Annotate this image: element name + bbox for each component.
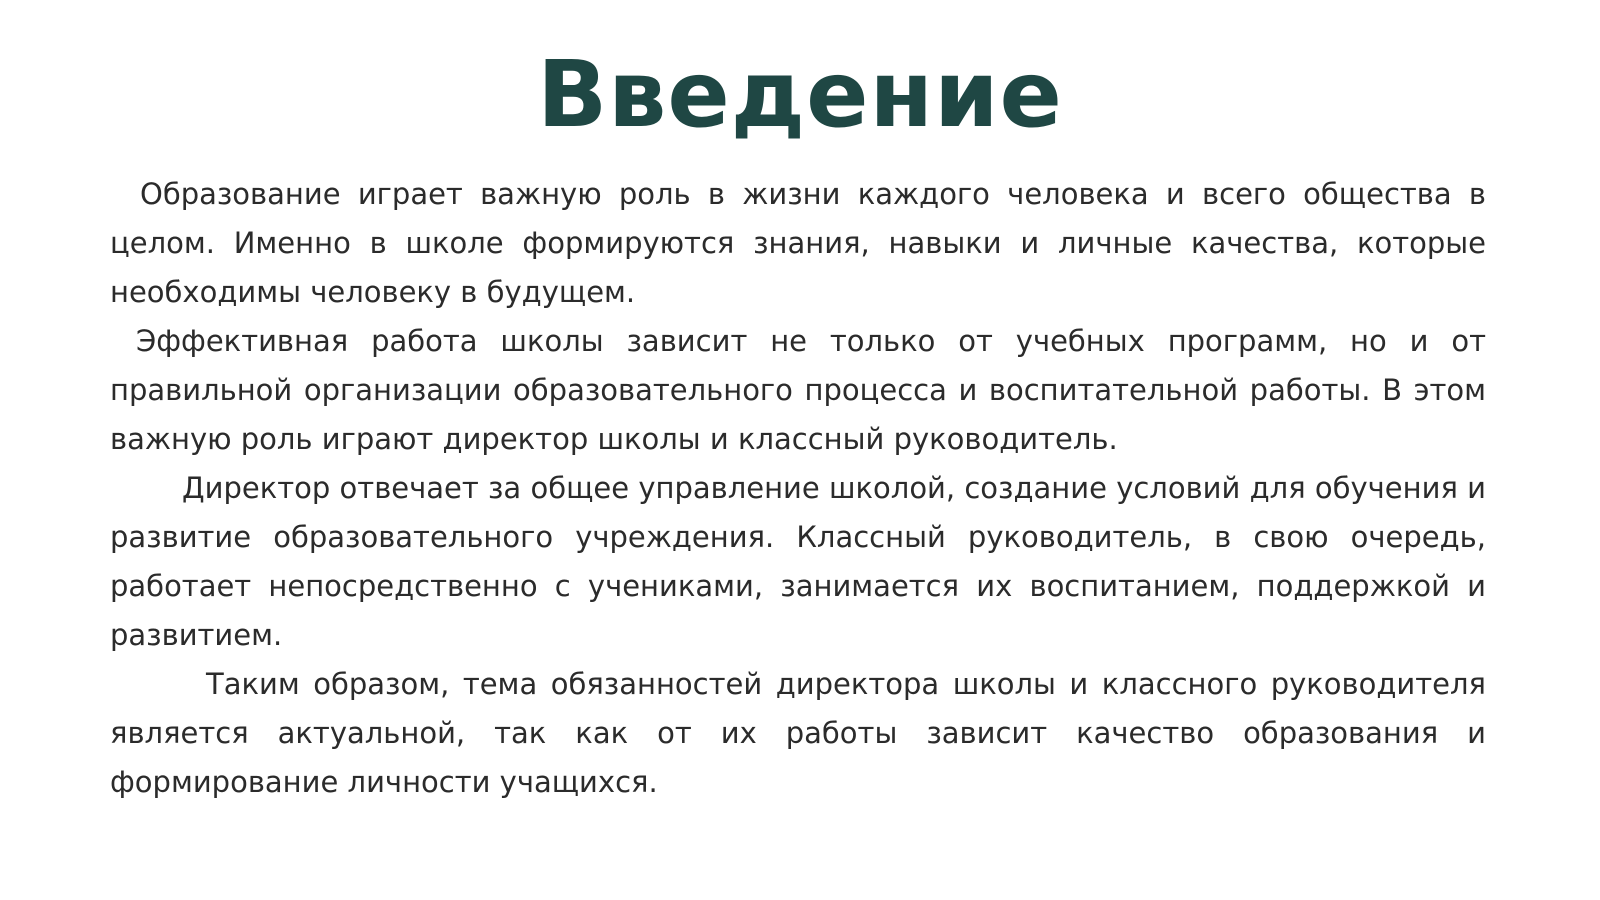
paragraph-school-work: Эффективная работа школы зависит не только от учебных программ, но и от правильной организации образовательного процесса и воспитательной работы. В этом важную роль играют директор школы и классный руководитель. bbox=[110, 324, 1486, 456]
slide-body bbox=[110, 170, 1486, 807]
paragraph-conclusion: Таким образом, тема обязанностей директора школы и классного руководителя является актуальной, так как от их работы зависит качество образования и формирование личности учащихся. bbox=[110, 667, 1486, 799]
slide-title: Введение bbox=[537, 41, 1063, 148]
paragraph-roles: Директор отвечает за общее управление школой, создание условий для обучения и развитие образовательного учреждения. Классный руководитель, в свою очередь, работает непосредственно с учениками, занимается их воспитанием, поддержкой и развитием. bbox=[110, 471, 1486, 652]
paragraph-intro: Образование играет важную роль в жизни каждого человека и всего общества в целом. Именно в школе формируются знания, навыки и личные качества, которые необходимы человеку в будущем. bbox=[110, 177, 1486, 309]
